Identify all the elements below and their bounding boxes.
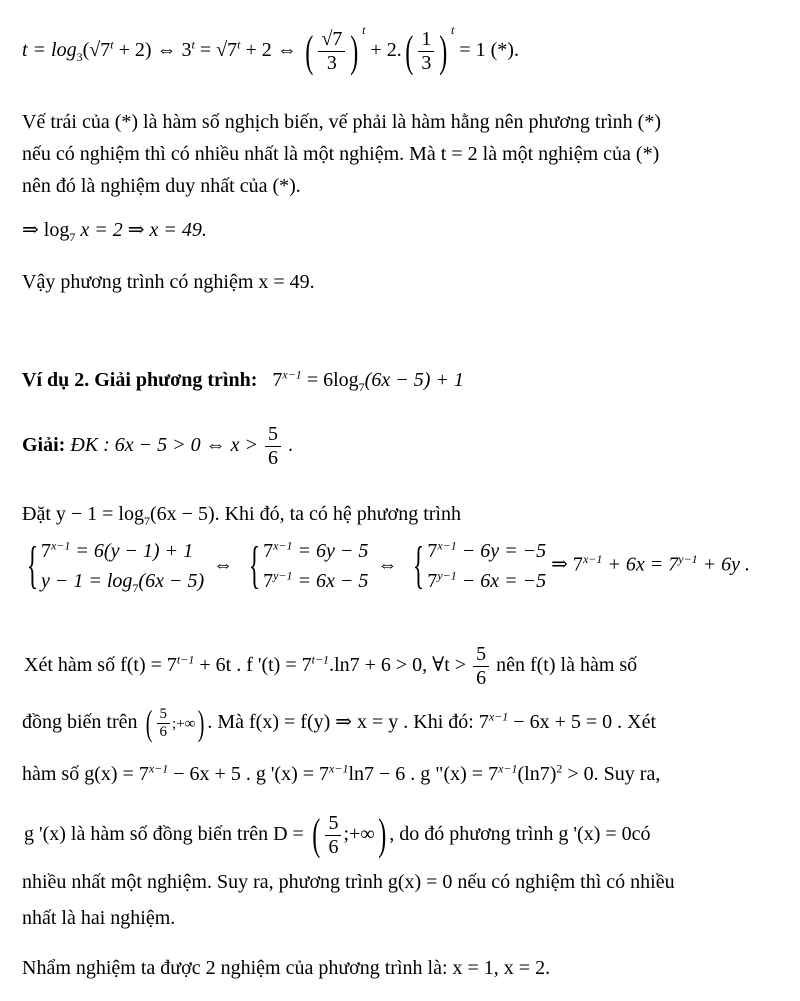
increasing-line	[22, 700, 792, 746]
s3r2a: 7	[427, 570, 438, 592]
res-e1: x−1	[582, 551, 603, 566]
right-paren: )	[350, 26, 359, 76]
s2r2b: = 6x − 5	[292, 570, 369, 592]
solution-cond: ĐK : 6x − 5 > 0 ⇔ x >	[65, 434, 259, 456]
consider-c: .ln7 + 6 > 0, ∀t >	[329, 654, 467, 676]
final-answer: Nhẩm nghiệm ta được 2 nghiệm của phương trình là: x = 1, x = 2.	[22, 957, 551, 979]
conclusion-1: Vậy phương trình có nghiệm x = 49.	[22, 271, 315, 293]
s2r2e: y−1	[273, 568, 293, 583]
brace-1: {	[26, 537, 39, 594]
frac-den-6: 6	[328, 835, 339, 858]
para1-line-1: Vế trái của (*) là hàm số nghịch biến, vế phải là hàm hằng nên phương trình (*)	[22, 111, 662, 133]
eq1-plus2: + 2.	[370, 39, 402, 62]
s3r2b: − 6x = −5	[456, 570, 547, 592]
interval-right-paren: )	[198, 703, 205, 744]
equation-line-1	[22, 23, 792, 76]
fraction-1-over-3	[418, 28, 434, 75]
frac-num-3: 5	[265, 423, 281, 447]
s3r1a: 7	[427, 540, 438, 562]
s3r1b: − 6y = −5	[456, 540, 547, 562]
s3r2e: y−1	[437, 568, 457, 583]
ex2-eq-b: = 6log	[301, 369, 359, 391]
consider-a: Xét hàm số f(t) = 7	[24, 654, 177, 676]
para2-line-2: nhất là hai nghiệm.	[22, 907, 176, 929]
s1r1e: x−1	[50, 538, 71, 553]
ex2-eq-a-exp: x−1	[282, 367, 302, 382]
gprime-b: , do đó phương trình g '(x) = 0có	[389, 823, 651, 845]
consider-b: + 6t . f '(t) = 7	[194, 654, 312, 676]
increasing-b: . Mà f(x) = f(y) ⇒ x = y . Khi đó: 7	[207, 711, 489, 733]
s1r1b: = 6(y − 1) + 1	[70, 540, 194, 562]
eq1-arg: (√7	[82, 39, 111, 62]
D-right-paren: )	[377, 810, 386, 860]
fraction-sqrt7-over-3	[318, 28, 345, 75]
brace-3: {	[413, 537, 425, 594]
g-e2: x−1	[329, 761, 349, 776]
g-b: − 6x + 5 . g '(x) = 7	[168, 763, 330, 785]
D-interval-tail: ;+∞	[343, 823, 375, 845]
exp-t2: t	[451, 23, 455, 38]
left-paren-2: (	[405, 26, 414, 76]
example-2-title: Ví dụ 2. Giải phương trình:	[22, 369, 258, 391]
example-2-heading	[22, 366, 792, 394]
frac-num: √7	[318, 28, 345, 52]
frac-num-4: 5	[473, 643, 489, 667]
iff-2: ⇔	[377, 553, 398, 576]
interval-left-paren: (	[145, 703, 152, 744]
fraction-5-over-6-d	[325, 812, 341, 859]
ex2-eq-b-base: 7	[358, 380, 365, 394]
frac-den-3: 6	[268, 446, 279, 469]
eq1-exp-t: t	[191, 37, 195, 52]
consider-e1: t−1	[176, 652, 195, 667]
frac-den-2: 3	[421, 52, 432, 74]
gprime-a: g '(x) là hàm số đồng biến trên D =	[24, 823, 304, 845]
D-left-paren: (	[312, 810, 321, 860]
s1r2a: y − 1 = log	[40, 570, 133, 592]
gprime-line	[24, 806, 792, 862]
eq1-lhs: t = log	[22, 39, 77, 62]
implies-a: ⇒ log	[22, 219, 70, 241]
s2r1e: x−1	[273, 538, 293, 553]
set-b: (6x − 5). Khi đó, ta có hệ phương trình	[150, 503, 461, 525]
eq1-tail: = 1 (*).	[454, 39, 519, 62]
res-b: + 6x = 7	[602, 553, 679, 576]
implies-tail: x = 2 ⇒ x = 49.	[75, 219, 207, 241]
s3r1e: x−1	[437, 538, 457, 553]
brace-2: {	[248, 537, 261, 594]
system-3	[406, 536, 546, 596]
eq1-base: 3	[76, 50, 83, 65]
set-variable-line	[22, 500, 792, 528]
eq1-mid-tail: + 2 ⇔	[240, 39, 297, 62]
system-of-equations	[20, 536, 792, 596]
eq1-mid-exp: t	[237, 37, 241, 52]
res-a: ⇒ 7	[551, 553, 583, 576]
interval-tail: ;+∞	[172, 716, 196, 732]
increasing-c: − 6x + 5 = 0 . Xét	[508, 711, 657, 733]
ex2-eq-a: 7	[272, 369, 283, 391]
s1r2base: 7	[132, 581, 139, 595]
g-e1: x−1	[148, 761, 169, 776]
consider-d: nên f(t) là hàm số	[491, 654, 638, 676]
para1-line-3: nên đó là nghiệm duy nhất của (*).	[22, 175, 301, 197]
solution-condition	[22, 420, 792, 470]
frac-num-6: 5	[325, 812, 341, 836]
res-e2: y−1	[678, 551, 698, 566]
para2-line-1: nhiều nhất một nghiệm. Suy ra, phương trình g(x) = 0 nếu có nghiệm thì có nhiều	[22, 871, 675, 893]
g-a: hàm số g(x) = 7	[22, 763, 149, 785]
g-e4: 2	[556, 761, 563, 776]
para1-line-2: nếu có nghiệm thì có nhiều nhất là một nghiệm. Mà t = 2 là một nghiệm của (*)	[22, 143, 660, 165]
implies-base: 7	[69, 230, 76, 244]
res-c: + 6y .	[697, 553, 751, 576]
s1r2b: (6x − 5)	[138, 570, 205, 592]
system-2	[242, 536, 368, 596]
fraction-5-over-6-c	[157, 706, 171, 742]
solution-label: Giải:	[22, 434, 66, 456]
ex2-eq-c: (6x − 5) + 1	[364, 369, 464, 391]
increasing-e: x−1	[488, 709, 509, 724]
g-function-line	[22, 760, 792, 788]
solution-tail: .	[283, 434, 294, 456]
eq1-arg-exp: t	[110, 37, 114, 52]
s2r1b: = 6y − 5	[292, 540, 369, 562]
fraction-5-over-6	[265, 423, 281, 470]
g-f: > 0. Suy ra,	[562, 763, 661, 785]
eq1-mid: = √7	[194, 39, 238, 62]
g-e3: x−1	[498, 761, 518, 776]
s1r1a: 7	[40, 540, 51, 562]
s2r1a: 7	[263, 540, 274, 562]
right-paren-2: )	[439, 26, 448, 76]
eq1-arg-tail: + 2) ⇔ 3	[113, 39, 192, 62]
set-base: 7	[144, 514, 150, 528]
consider-e2: t−1	[311, 652, 330, 667]
frac-num-5: 5	[157, 706, 171, 724]
frac-den-5: 6	[159, 723, 168, 740]
frac-den: 3	[326, 52, 337, 74]
iff-1: ⇔	[213, 553, 234, 576]
exp-t1: t	[362, 23, 366, 38]
increasing-a: đồng biến trên	[22, 711, 138, 733]
frac-num-2: 1	[418, 28, 434, 52]
fraction-5-over-6-b	[473, 643, 489, 690]
set-a: Đặt y − 1 = log	[22, 503, 144, 525]
implies-line	[22, 216, 792, 244]
consider-function-line	[24, 640, 792, 690]
frac-den-4: 6	[476, 666, 487, 689]
s2r2a: 7	[263, 570, 274, 592]
g-d: (ln7)	[517, 763, 557, 785]
system-1	[20, 536, 204, 596]
left-paren: (	[305, 26, 314, 76]
g-c: ln7 − 6 . g "(x) = 7	[348, 763, 499, 785]
